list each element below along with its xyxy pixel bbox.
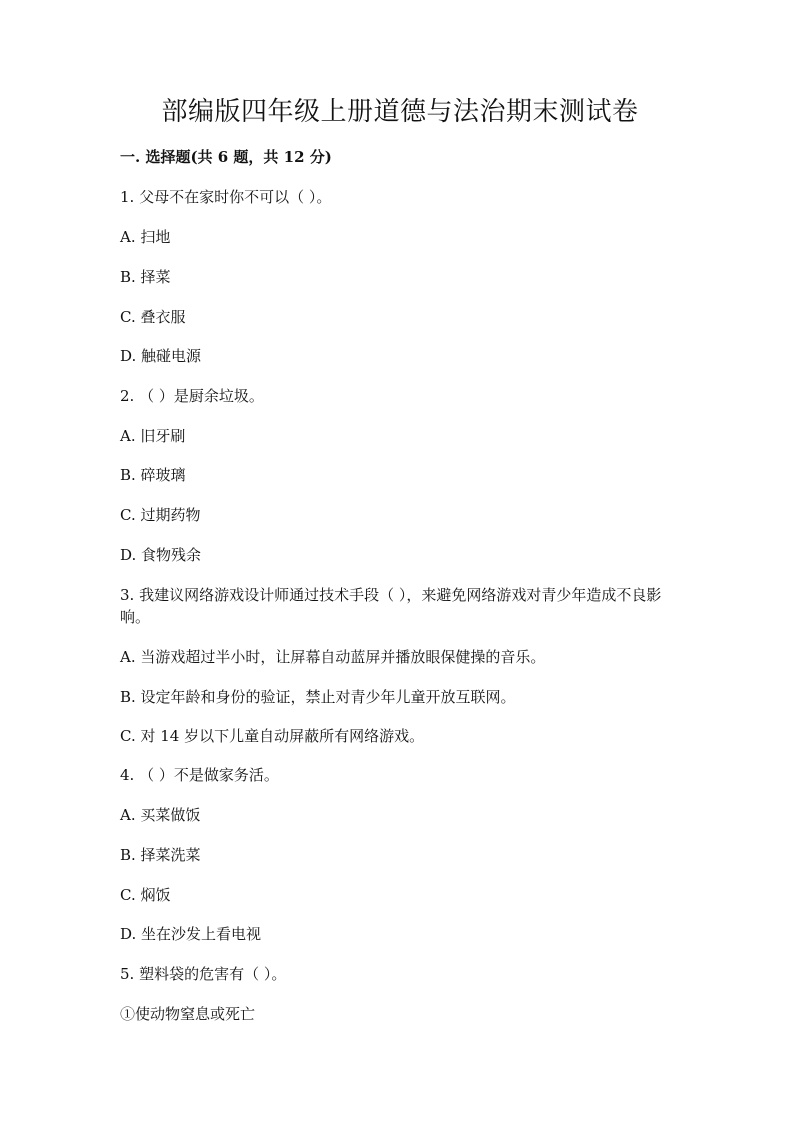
question-4-option-d: D. 坐在沙发上看电视 bbox=[120, 925, 262, 943]
question-1-option-d: D. 触碰电源 bbox=[120, 347, 202, 365]
question-3-option-b: B. 设定年龄和身份的验证，禁止对青少年儿童开放互联网。 bbox=[120, 688, 516, 706]
question-4-option-a: A. 买菜做饭 bbox=[120, 806, 201, 824]
question-3-stem: 3. 我建议网络游戏设计师通过技术手段（ ），来避免网络游戏对青少年造成不良影响。 bbox=[120, 586, 662, 626]
section-heading: 一. 选择题(共 6 题，共 12 分) bbox=[120, 148, 332, 166]
question-4-option-b: B. 择菜洗菜 bbox=[120, 846, 201, 864]
question-1-stem: 1. 父母不在家时你不可以（ ）。 bbox=[120, 188, 332, 206]
question-4-option-c: C. 焖饭 bbox=[120, 886, 171, 904]
question-2-option-d: D. 食物残余 bbox=[120, 546, 202, 564]
question-2-option-c: C. 过期药物 bbox=[120, 506, 201, 524]
question-1-option-c: C. 叠衣服 bbox=[120, 308, 186, 326]
question-3-option-c: C. 对 14 岁以下儿童自动屏蔽所有网络游戏。 bbox=[120, 727, 425, 745]
question-1-option-b: B. 择菜 bbox=[120, 268, 171, 286]
question-5-option-1: ①使动物窒息或死亡 bbox=[120, 1005, 256, 1023]
question-1-option-a: A. 扫地 bbox=[120, 228, 171, 246]
question-5-stem: 5. 塑料袋的危害有（ ）。 bbox=[120, 965, 287, 983]
question-3-option-a: A. 当游戏超过半小时，让屏幕自动蓝屏并播放眼保健操的音乐。 bbox=[120, 648, 546, 666]
question-2-option-b: B. 碎玻璃 bbox=[120, 466, 186, 484]
question-2-stem: 2. （ ）是厨余垃圾。 bbox=[120, 387, 264, 405]
page-title: 部编版四年级上册道德与法治期末测试卷 bbox=[161, 97, 639, 127]
question-2-option-a: A. 旧牙刷 bbox=[120, 427, 186, 445]
question-4-stem: 4. （ ）不是做家务活。 bbox=[120, 766, 279, 784]
